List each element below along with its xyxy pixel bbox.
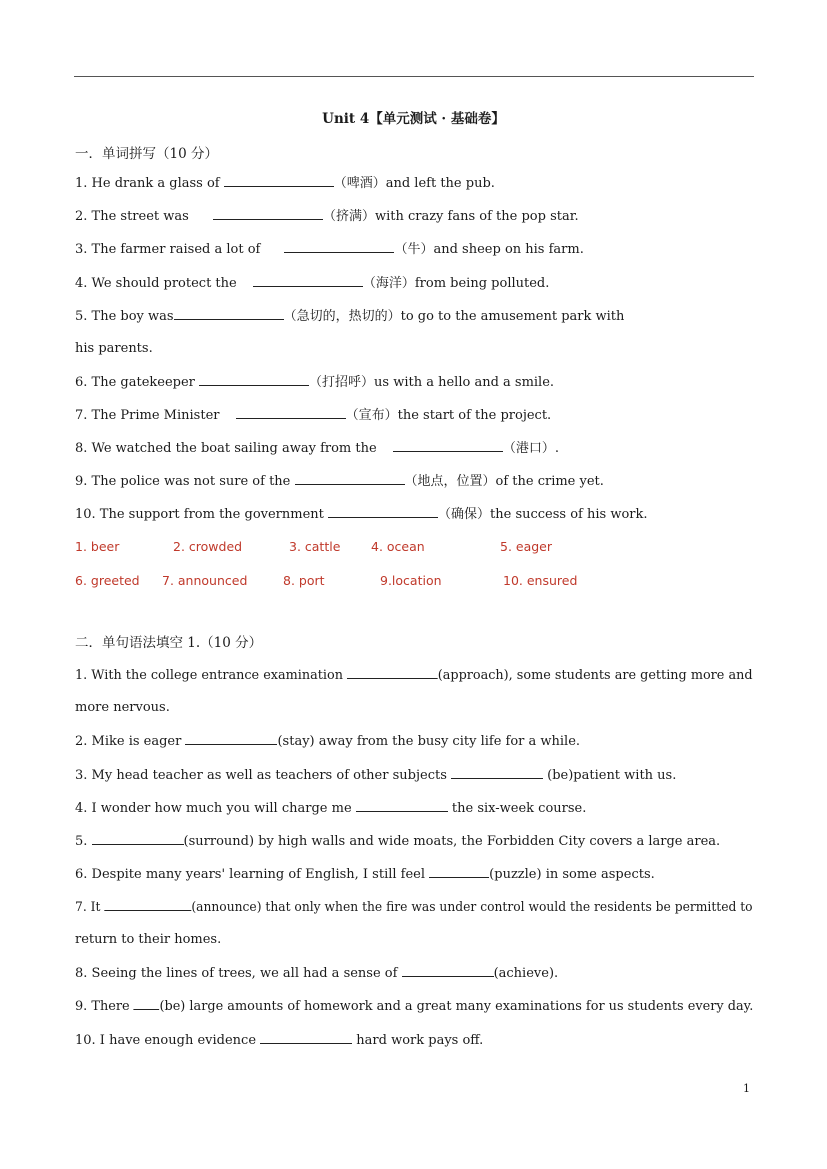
answer-blank[interactable] bbox=[356, 799, 448, 812]
answer-key-6: 6. greeted bbox=[75, 573, 140, 588]
answer-key-3: 3. cattle bbox=[289, 539, 341, 554]
section1-heading: 一．单词拼写（10 分） bbox=[75, 146, 218, 162]
answer-blank[interactable] bbox=[253, 274, 363, 287]
answer-blank[interactable] bbox=[185, 732, 277, 745]
s1-question-10: 10. The support from the government （确保）the success of his work. bbox=[75, 507, 648, 522]
s2-question-5: 5. (surround) by high walls and wide moats, the Forbidden City covers a large area. bbox=[75, 834, 721, 849]
answer-key-9: 9.location bbox=[380, 573, 442, 588]
s2-question-6: 6. Despite many years' learning of English, I still feel (puzzle) in some aspects. bbox=[75, 867, 655, 882]
answer-blank[interactable] bbox=[451, 766, 543, 779]
answer-key-1: 1. beer bbox=[75, 539, 120, 554]
answer-blank[interactable] bbox=[92, 832, 184, 845]
s2-question-1-cont: more nervous. bbox=[75, 700, 170, 715]
answer-blank[interactable] bbox=[260, 1031, 352, 1044]
s2-question-9: 9. There (be) large amounts of homework and a great many examinations for us students every day. bbox=[75, 999, 754, 1014]
answer-blank[interactable] bbox=[236, 406, 346, 419]
answer-blank[interactable] bbox=[328, 505, 438, 518]
answer-key-7: 7. announced bbox=[162, 573, 248, 588]
s1-question-1: 1. He drank a glass of （啤酒）and left the pub. bbox=[75, 176, 495, 191]
s2-question-7-cont: return to their homes. bbox=[75, 932, 222, 947]
s2-question-1: 1. With the college entrance examination (approach), some students are getting more and bbox=[75, 668, 753, 683]
s2-question-7: 7. It (announce) that only when the fire was under control would the residents be permitted to bbox=[75, 900, 753, 915]
answer-key-8: 8. port bbox=[283, 573, 325, 588]
s1-question-5-cont: his parents. bbox=[75, 341, 153, 356]
s2-question-8: 8. Seeing the lines of trees, we all had a sense of (achieve). bbox=[75, 966, 559, 981]
section2-heading: 二．单句语法填空 1.（10 分） bbox=[75, 635, 263, 651]
answer-blank[interactable] bbox=[134, 997, 160, 1010]
answer-blank[interactable] bbox=[429, 865, 489, 878]
answer-blank[interactable] bbox=[347, 666, 438, 679]
s1-question-4: 4. We should protect the （海洋）from being polluted. bbox=[75, 276, 550, 291]
s2-question-3: 3. My head teacher as well as teachers of other subjects (be)patient with us. bbox=[75, 768, 677, 783]
answer-blank[interactable] bbox=[199, 373, 309, 386]
header-rule bbox=[74, 76, 754, 77]
answer-blank[interactable] bbox=[284, 240, 394, 253]
answer-blank[interactable] bbox=[393, 439, 503, 452]
s1-question-7: 7. The Prime Minister （宣布）the start of the project. bbox=[75, 408, 552, 423]
page-title: Unit 4【单元测试 · 基础卷】 bbox=[322, 111, 505, 127]
s1-question-9: 9. The police was not sure of the （地点，位置）of the crime yet. bbox=[75, 474, 604, 489]
answer-key-4: 4. ocean bbox=[371, 539, 425, 554]
s2-question-4: 4. I wonder how much you will charge me the six-week course. bbox=[75, 801, 587, 816]
answer-blank[interactable] bbox=[224, 174, 334, 187]
s1-question-2: 2. The street was （挤满）with crazy fans of the pop star. bbox=[75, 209, 579, 224]
answer-blank[interactable] bbox=[213, 207, 323, 220]
s1-question-3: 3. The farmer raised a lot of （牛）and sheep on his farm. bbox=[75, 242, 584, 257]
answer-key-2: 2. crowded bbox=[173, 539, 243, 554]
s1-question-8: 8. We watched the boat sailing away from the （港口）. bbox=[75, 441, 559, 456]
page-number: 1 bbox=[743, 1082, 750, 1095]
answer-blank[interactable] bbox=[104, 898, 191, 911]
s1-question-6: 6. The gatekeeper （打招呼）us with a hello and a smile. bbox=[75, 375, 555, 390]
s1-question-5: 5. The boy was （急切的，热切的）to go to the amusement park with bbox=[75, 309, 625, 324]
s2-question-2: 2. Mike is eager (stay) away from the busy city life for a while. bbox=[75, 734, 581, 749]
answer-blank[interactable] bbox=[295, 472, 405, 485]
s2-question-10: 10. I have enough evidence hard work pays off. bbox=[75, 1033, 484, 1048]
answer-blank[interactable] bbox=[402, 964, 494, 977]
answer-key-5: 5. eager bbox=[500, 539, 553, 554]
answer-key-10: 10. ensured bbox=[503, 573, 578, 588]
answer-blank[interactable] bbox=[174, 307, 284, 320]
